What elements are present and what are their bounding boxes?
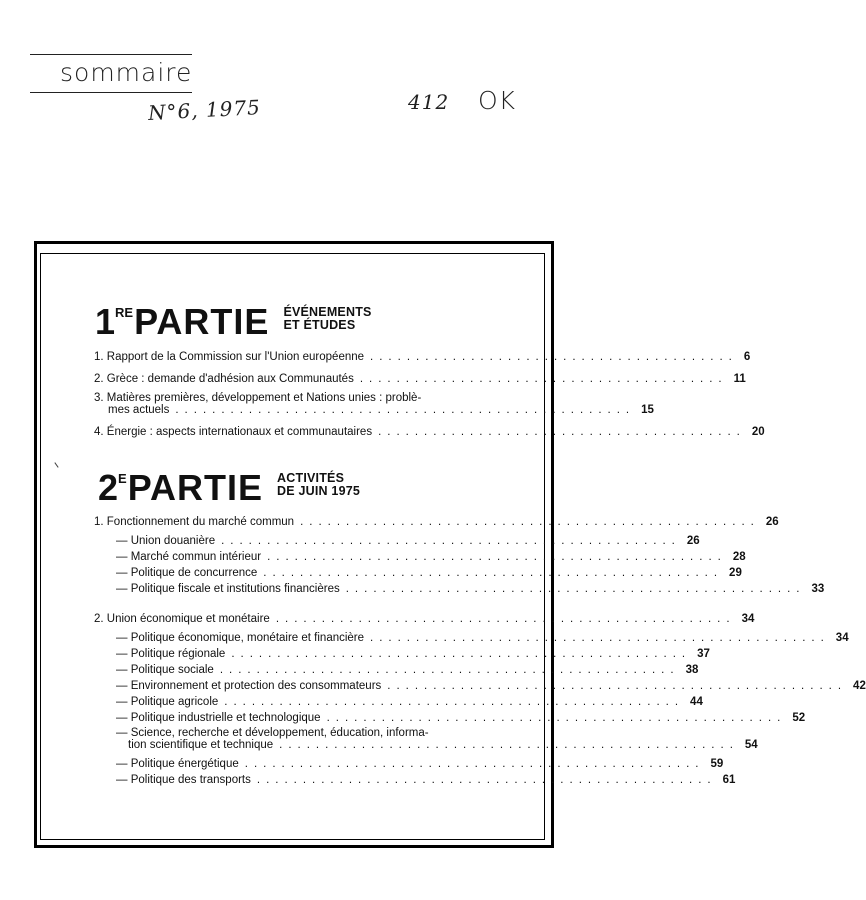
part-1-subtitle-line-2: ET ÉTUDES xyxy=(283,318,356,332)
toc-entry-page: 20 xyxy=(751,426,765,438)
toc-leader: .................................................. xyxy=(263,567,724,579)
toc-entry-page: 34 xyxy=(835,632,849,644)
toc-entry-label: — Marché commun intérieur xyxy=(116,551,262,563)
toc-entry xyxy=(116,757,724,771)
toc-leader: .................................................. xyxy=(221,535,681,547)
part-1-word: PARTIE xyxy=(134,301,270,342)
toc-group-header xyxy=(94,612,755,626)
part-1-heading xyxy=(95,301,372,342)
part-2-heading xyxy=(98,467,361,508)
toc-entry-page: 59 xyxy=(710,758,724,770)
toc-entry xyxy=(116,679,866,693)
toc-entry-label: — Politique économique, monétaire et financière xyxy=(116,632,365,644)
toc-entry-label: 2. Grèce : demande d'adhésion aux Communautés xyxy=(94,373,354,385)
part-1-subtitle xyxy=(283,306,371,332)
part-2-subtitle-line-1: ACTIVITÉS xyxy=(277,471,345,485)
toc-entry xyxy=(116,727,758,751)
toc-entry-label-continued: mes actuels xyxy=(108,404,170,416)
toc-entry-label: — Politique énergétique xyxy=(116,758,239,770)
toc-entry-page: 11 xyxy=(733,373,746,385)
toc-entry-page: 29 xyxy=(729,567,742,579)
toc-leader: .................................................. xyxy=(275,613,736,625)
toc-entry-page: 6 xyxy=(743,351,751,363)
toc-leader: ........................................ xyxy=(370,351,738,363)
toc-entry-label: — Environnement et protection des consommateurs xyxy=(116,680,382,692)
toc-leader: .................................................. xyxy=(219,664,680,676)
toc-entry-page: 42 xyxy=(853,680,866,692)
part-1-number: 1 xyxy=(95,301,116,342)
toc-entry-label: — Politique de concurrence xyxy=(116,567,258,579)
toc-group-header xyxy=(94,515,779,529)
toc-leader: .................................................. xyxy=(231,648,692,660)
toc-entry-page: 26 xyxy=(765,516,779,528)
toc-entry-page: 33 xyxy=(811,583,825,595)
handwritten-issue-note: N°6, 1975 xyxy=(147,95,262,125)
toc-entry-page: 38 xyxy=(685,664,699,676)
toc-entry xyxy=(116,534,700,548)
toc-leader: .................................................. xyxy=(256,774,717,786)
toc-entry-label: — Politique agricole xyxy=(116,696,219,708)
toc-leader: .................................................. xyxy=(370,632,830,644)
toc-leader: ........................................ xyxy=(378,426,746,438)
toc-entry-label: — Politique des transports xyxy=(116,774,251,786)
toc-entry-label: 2. Union économique et monétaire xyxy=(94,613,270,625)
toc-leader: .................................................. xyxy=(175,404,636,416)
toc-entry xyxy=(116,631,849,645)
toc-entry-label: — Politique fiscale et institutions financières xyxy=(116,583,340,595)
toc-entry-page: 37 xyxy=(697,648,710,660)
toc-leader: ........................................ xyxy=(359,373,728,385)
toc-entry-label-continued: tion scientifique et technique xyxy=(128,739,274,751)
toc-entry xyxy=(116,773,736,787)
toc-entry xyxy=(116,695,703,709)
toc-leader: .................................................. xyxy=(279,739,739,751)
toc-leader: .................................................. xyxy=(300,516,760,528)
toc-leader: .................................................. xyxy=(326,712,787,724)
toc-entry-label: 1. Rapport de la Commission sur l'Union européenne xyxy=(94,351,365,363)
toc-entry-label: — Union douanière xyxy=(116,535,216,547)
toc-entry-label: 4. Énergie : aspects internationaux et communautaires xyxy=(94,426,373,438)
handwritten-ok-note: OK xyxy=(478,86,517,115)
masthead-rule-bottom xyxy=(30,92,192,93)
toc-entry-label: — Science, recherche et développement, éducation, informa- xyxy=(116,727,429,739)
toc-entry-page: 44 xyxy=(690,696,703,708)
part-2-subtitle-line-2: DE JUIN 1975 xyxy=(277,484,361,498)
toc-entry-page: 54 xyxy=(744,739,758,751)
toc-entry-page: 26 xyxy=(686,535,700,547)
toc-entry xyxy=(94,425,765,439)
toc-entry-label: — Politique régionale xyxy=(116,648,226,660)
toc-entry-page: 52 xyxy=(792,712,806,724)
toc-entry-page: 61 xyxy=(722,774,736,786)
toc-leader: .................................................. xyxy=(345,583,806,595)
toc-leader: .................................................. xyxy=(267,551,727,563)
toc-entry-page: 15 xyxy=(641,404,654,416)
toc-entry-label: — Politique sociale xyxy=(116,664,214,676)
toc-entry-page: 28 xyxy=(732,551,746,563)
toc-entry xyxy=(116,550,746,564)
toc-entry xyxy=(94,350,751,364)
part-1-superscript: RE xyxy=(115,305,134,320)
part-2-word: PARTIE xyxy=(127,467,264,508)
toc-entry xyxy=(116,582,825,596)
masthead-title: sommaire xyxy=(60,58,193,87)
handwritten-page-note: 412 xyxy=(408,90,450,114)
part-2-subtitle xyxy=(277,472,360,498)
part-1-subtitle-line-1: ÉVÉNEMENTS xyxy=(283,305,372,319)
toc-entry-label: — Politique industrielle et technologique xyxy=(116,712,321,724)
part-2-superscript: E xyxy=(118,471,127,486)
toc-entry xyxy=(94,372,746,386)
toc-leader: .................................................. xyxy=(387,680,848,692)
masthead-rule-top xyxy=(30,54,192,55)
toc-entry xyxy=(116,647,710,661)
toc-entry-label: 3. Matières premières, développement et Nations unies : problè- xyxy=(94,392,422,404)
toc-entry-page: 34 xyxy=(741,613,755,625)
toc-leader: .................................................. xyxy=(224,696,685,708)
part-2-number: 2 xyxy=(98,467,119,508)
toc-entry-label: 1. Fonctionnement du marché commun xyxy=(94,516,295,528)
toc-entry xyxy=(116,663,699,677)
toc-entry xyxy=(94,392,654,416)
toc-entry xyxy=(116,566,742,580)
toc-entry xyxy=(116,711,806,725)
toc-leader: .................................................. xyxy=(244,758,705,770)
